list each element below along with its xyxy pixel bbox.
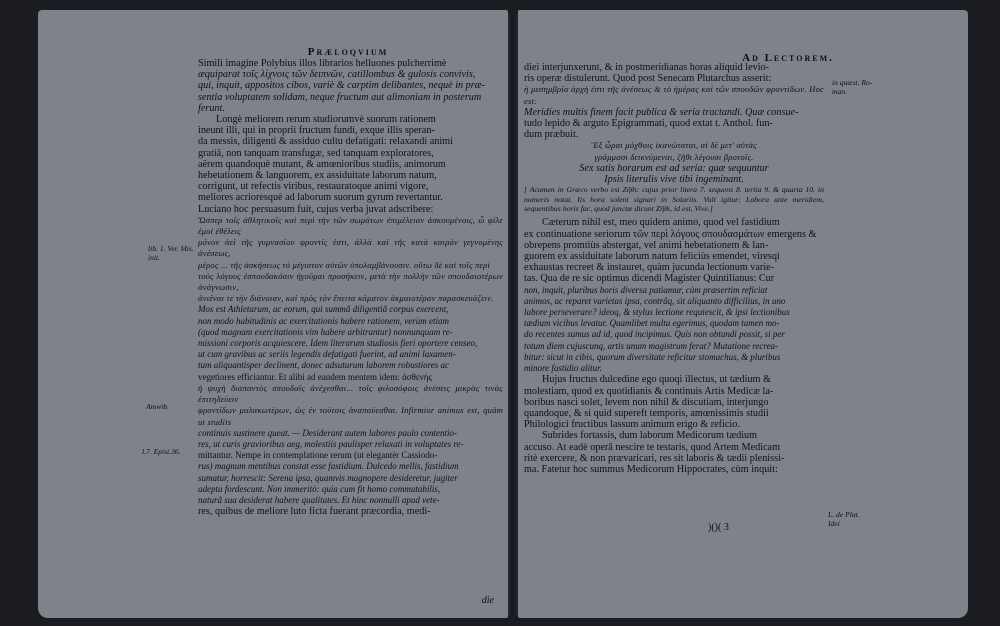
greek-verse: γράμμασι δεικνύμεναι, ζῆθι λέγουσι βροτοῖς. (594, 151, 754, 162)
text-line: continuis sustinere queat. — Desiderant autem labores paulo contentio- (198, 427, 458, 438)
greek-line: Ὥσπερ τοῖς ἀθλητικοῖς καὶ περὶ τὴν τῶν σωμάτων ἐπιμέλειαν ἀσκουμένοις, ὦ φίλε ἐμοὶ ἐθέλεις (198, 214, 503, 237)
text-line: Subrides fortassis, dum laborum Medicorum tædium (542, 430, 758, 442)
left-page (38, 10, 508, 618)
text-line: ritè exercere, & non prævaricari, res sit laboris & tædii plenissi- (524, 452, 785, 464)
text-line: Cæterum nihil est, meo quidem animo, quod vel fastidium (542, 217, 780, 229)
text-line: tædium vicibus levatur. Quamlibet multa egerimus, quodam tamen mo- (524, 318, 780, 329)
left-catchword: die (481, 595, 494, 606)
latin-verse: Ipsis literulis vive tibi ingeminant. (604, 174, 744, 186)
text-line: missioni corporis acquiescere. Idem literarum studiosis fieri oportere censeo, (198, 338, 478, 349)
signature-mark: )()( 3 (708, 522, 729, 533)
text-line: æquiparat τοῖς λίχνοις τῶν δειπνῶν, catillombus & gulosis convivis, (198, 69, 476, 81)
text-line: obrepens promtiùs abstergat, vel animi hebetationem & lan- (524, 239, 769, 251)
right-page (518, 10, 968, 618)
latin-verse: Sex satis horarum est ad seria: quæ sequuntur (579, 162, 769, 174)
text-line: accuso. At eadè operâ nescire te testaris, quod Artem Medicam (524, 441, 781, 453)
text-line: boribus nasci solet, levem non nihil & discutiam, interjungo (524, 396, 769, 408)
text-line: aërem quandoquè mutant, & amœnioribus studiis, animorum (198, 158, 446, 170)
text-line: sentia voluptatem solidam, neque fructum aut alimoniam in posterum (198, 91, 482, 103)
text-line: ex continuatione seriorum τῶν περὶ λόγους σπουδασμάτων emergens & (524, 228, 817, 240)
greek-line: τοὺς λόγους ἐσπουδακόσιν ἡγοῦμαι προσήκειν, μετὰ τὴν πολλὴν τῶν σπουδαιοτέρων ἀνάγνωσιν, (198, 270, 503, 293)
text-line: Hujus fructus dulcedine ego quoqi illectus, ut tædium & (542, 374, 771, 386)
text-line: hebetationem & languorem, ex assiduitate laborum natum, (198, 170, 437, 182)
left-text-column (198, 58, 503, 517)
text-line: guorem ex assiduitate laborum natum feliciùs emendet, viresqi (524, 251, 780, 263)
greek-line: μέρος ... τῆς ἀσκήσεως τὸ μέγιστον αὐτῶν ὑπολαμβάνουσιν. οὕτω δὲ καὶ τοῖς περὶ (198, 259, 491, 270)
text-line: res, quibus de meliore luto ficta fuerant præcordia, medi- (198, 506, 431, 518)
text-line: ris operæ distulerunt. Quod post Senecam Plutarchus asserit: (524, 73, 772, 85)
greek-line: ἡ ψυχὴ διαπαντὸς σπουδαῖς ἀνέχεσθαι... τοῖς φιλοσόφοις ἀνέσεις μικρὰς τινὰς ἐπιτηδεύειν (198, 382, 503, 405)
text-line: Longè meliorem rerum studiorumvè suorum rationem (216, 114, 436, 126)
right-text-column (524, 62, 824, 475)
text-line: animos, ac reparet varietas ipsa, contrâq, sit aliquanto difficilius, in uno (524, 295, 786, 306)
text-line: Meridies multis finem facit publica & seria tractandi. Quæ consue- (524, 106, 799, 118)
text-line: meliores acrioresquè ad laborum suorum gyrum revertantur. (198, 192, 443, 204)
text-line: totum diem cujuscunq, artis unum magistrum ferat? Mutatione recrea- (524, 340, 779, 351)
text-line: bitur: sicut in cibis, quorum diversitate reficitur stomachus, & pluribus (524, 351, 781, 362)
text-line: labore perseverare? ideoq, & stylus lectione requiescit, & ipsi lectionibus (524, 307, 790, 318)
text-line: da messis, diligenti & assiduo cultu defatigati: relaxandi animi (198, 136, 453, 148)
text-line: tudo lepido & arguto Epigrammati, quod extat t. Anthol. fun- (524, 118, 773, 130)
right-running-header: Ad Lectorem. (742, 52, 834, 64)
text-line: Philologici fructibus lassum animum erigo & reficio. (524, 419, 740, 431)
text-line: ut cum gravibus ac seriis legendis defatigati fuerint, ad animi laxamen- (198, 349, 456, 360)
text-line: ferunt. (198, 102, 225, 114)
left-margin-note: l.7. Epist.36. (142, 447, 181, 456)
text-line: tas. Qua de re sic optimus dicendi Magister Quintilianus: Cur (524, 273, 775, 285)
greek-line: μόνον ἀεὶ τῆς γυμνασίου φροντίς ἐστι, ἀλλὰ καὶ τῆς κατὰ καιρὸν γεγνομένης ἀνέσεως, (198, 237, 503, 259)
text-line: tum aliquantisper declinent, donec adsuturum laborem robustiores ac (198, 360, 449, 371)
text-line: ma. Fatetur hoc summus Medicorum Hippocrates, cùm inquit: (524, 463, 778, 475)
text-line: diei interjunxerunt, & in postmeridianas horas aliquid levio- (524, 62, 770, 73)
text-line: (quod magnam exercitationis vim habere arbitrantur) nonnunquam re- (198, 326, 453, 337)
text-line: sumatur, horrescit: Serena ipsa, quamvis magnopere desideretur, jugiter (198, 472, 458, 483)
text-line: ineunt illi, qui in proprii fructum fundi, exque illis speran- (198, 125, 435, 137)
right-margin-note: in quæst. Ro-man. (832, 78, 873, 96)
left-margin-note: lib. 1. Ver. Mis. init. (148, 244, 194, 262)
text-line: adepta fordescunt. Non immeritò: quia cum fit homo commutabilis, (198, 483, 441, 494)
left-margin-note: Amwib. (146, 402, 169, 411)
text-line: exhaustas recreet & instauret, quàm jucunda lectionum varie- (524, 262, 775, 274)
text-line: gratiâ, non tanquam transfugæ, sed tanquam exploratores, (198, 147, 434, 159)
text-line: do recentes sumus ad id, quod incipimus. Quis non obtundi possit, si per (524, 329, 785, 340)
text-line: naturâ sua desiderat habere qualitates. Et hinc nonnulli apud vete- (198, 494, 440, 505)
text-line: Luciano hoc persuasum fuit, cujus verba juvat adscribere: (198, 203, 434, 215)
text-line: corrigunt, ut refectis viribus, restauratoque animi vigore, (198, 181, 429, 193)
greek-line: ἀνιέναι τε τὴν διάνοιαν, καὶ πρὸς τὸν ἔπειτα κάματον ἀκμαιοτέραν παρασκευάζειν. (198, 293, 494, 304)
text-line: dum præbuit. (524, 129, 579, 141)
text-line: mittantur. Nempe in contemplatione rerum (ut elegantèr Cassiodo- (198, 450, 438, 461)
text-line: res, ut curis gravioribus aeg, molestiis paulisper relaxati in voluptates re- (198, 438, 464, 449)
left-running-header: Præloqvium (307, 46, 389, 58)
greek-verse: Ἓξ ὧραι μόχθοις ἱκανώταται, αἱ δὲ μετ' αὐτὰς (591, 140, 757, 151)
text-line: quandoque, & si quid supereft temporis, amœnissimis studii (524, 407, 769, 419)
right-margin-note: L. de Plat. Idei (828, 510, 860, 528)
text-line: molestiam, quod ex quotidianis & continuis Artis Medicæ la- (524, 385, 774, 397)
bracket-note: [ Acumen in Græco verbo est Ζῆθι: cujus prior litera 7. sequens 8. tertia 9. & quarta 10. in numeris notat. Iis hora solent signari in Solariis. Vult igitur: Labora ante meridiem, sequentibus horis fac, quod junctæ dicunt Ζῆθι, id est, Vive.] (524, 185, 824, 214)
text-line: non modo habitudinis ac exercitationis habere rationem, verùm etiam (198, 315, 450, 326)
greek-line: ἡ μεσημβρία ἀρχὴ ἐστι τῆς ἀνέσεως & τὸ ἡμέρας καὶ τῶν σπουδῶν φροντίδων. Hoc est: (524, 84, 824, 106)
text-line: rus) magnum mentibus constat esse fastidium. Dulcedo mellis, fastidium (198, 461, 459, 472)
text-line: minore fastidio alitur. (524, 363, 602, 374)
text-line: vegetiores efficiantur. Et alibi ad eandem mentem idem: ἀσθενὴς (198, 371, 433, 382)
text-line: Mos est Athletarum, ac eorum, qui summâ diligentiâ corpus exercent, (198, 304, 449, 315)
text-line: non, inquit, pluribus horis diversa patiamur, cùm præsertim reficiat (524, 284, 768, 295)
text-line: qui, inquit, appositos cibos, variè & carptim delibantes, nequè in præ- (198, 80, 485, 92)
greek-line: φροντίδων μαλακωτέρων, ὡς ἐν τούτοις ἀναπαύεσθαι. Infirmior animus est, quàm ut studiis (198, 405, 503, 427)
text-line: Simili imagine Polybius illos librarios helluones pulcherrimè (198, 58, 447, 69)
